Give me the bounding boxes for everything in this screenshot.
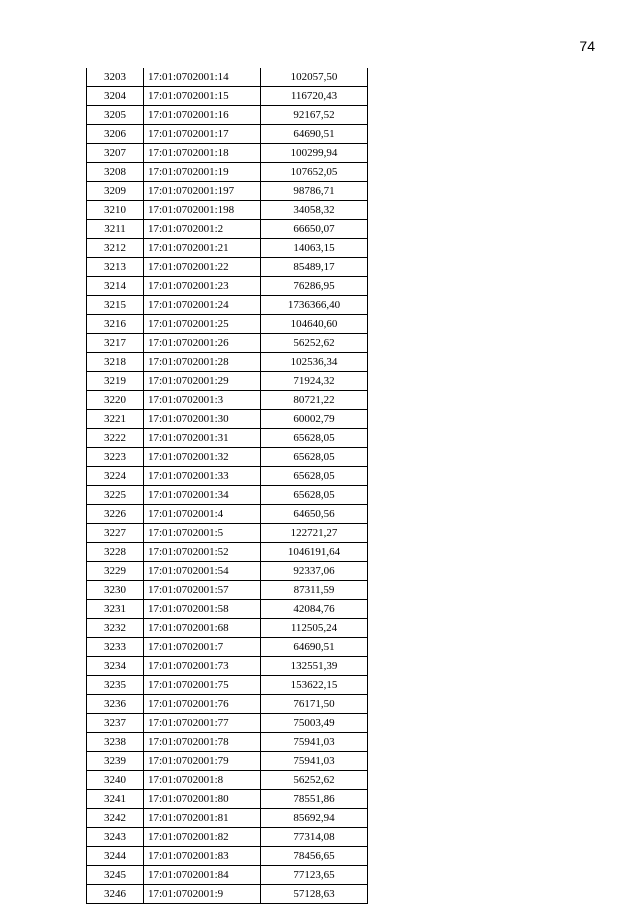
cadastral-number-cell: 17:01:0702001:84 bbox=[144, 866, 261, 885]
row-number-cell: 3212 bbox=[87, 239, 144, 258]
cadastral-value-cell: 75941,03 bbox=[261, 733, 368, 752]
row-number-cell: 3207 bbox=[87, 144, 144, 163]
cadastral-number-cell: 17:01:0702001:16 bbox=[144, 106, 261, 125]
row-number-cell: 3211 bbox=[87, 220, 144, 239]
row-number-cell: 3214 bbox=[87, 277, 144, 296]
cadastral-number-cell: 17:01:0702001:9 bbox=[144, 885, 261, 904]
table-row bbox=[87, 619, 368, 638]
cadastral-value-cell: 122721,27 bbox=[261, 524, 368, 543]
cadastral-value-cell: 107652,05 bbox=[261, 163, 368, 182]
cadastral-value-cell: 85692,94 bbox=[261, 809, 368, 828]
table-row bbox=[87, 543, 368, 562]
row-number-cell: 3237 bbox=[87, 714, 144, 733]
table-row bbox=[87, 638, 368, 657]
table-row bbox=[87, 239, 368, 258]
cadastral-number-cell: 17:01:0702001:23 bbox=[144, 277, 261, 296]
cadastral-value-cell: 80721,22 bbox=[261, 391, 368, 410]
cadastral-number-cell: 17:01:0702001:31 bbox=[144, 429, 261, 448]
cadastral-value-cell: 75003,49 bbox=[261, 714, 368, 733]
row-number-cell: 3210 bbox=[87, 201, 144, 220]
table-row bbox=[87, 144, 368, 163]
row-number-cell: 3221 bbox=[87, 410, 144, 429]
cadastral-number-cell: 17:01:0702001:73 bbox=[144, 657, 261, 676]
cadastral-value-cell: 77123,65 bbox=[261, 866, 368, 885]
row-number-cell: 3235 bbox=[87, 676, 144, 695]
row-number-cell: 3245 bbox=[87, 866, 144, 885]
cadastral-value-cell: 153622,15 bbox=[261, 676, 368, 695]
cadastral-value-cell: 100299,94 bbox=[261, 144, 368, 163]
cadastral-number-cell: 17:01:0702001:82 bbox=[144, 828, 261, 847]
row-number-cell: 3234 bbox=[87, 657, 144, 676]
cadastral-number-cell: 17:01:0702001:77 bbox=[144, 714, 261, 733]
cadastral-value-cell: 56252,62 bbox=[261, 334, 368, 353]
row-number-cell: 3224 bbox=[87, 467, 144, 486]
cadastral-number-cell: 17:01:0702001:24 bbox=[144, 296, 261, 315]
table-row bbox=[87, 448, 368, 467]
table-row bbox=[87, 182, 368, 201]
row-number-cell: 3209 bbox=[87, 182, 144, 201]
cadastral-value-cell: 57128,63 bbox=[261, 885, 368, 904]
cadastral-value-cell: 66650,07 bbox=[261, 220, 368, 239]
cadastral-value-cell: 77314,08 bbox=[261, 828, 368, 847]
row-number-cell: 3222 bbox=[87, 429, 144, 448]
cadastral-value-cell: 76286,95 bbox=[261, 277, 368, 296]
cadastral-value-cell: 104640,60 bbox=[261, 315, 368, 334]
row-number-cell: 3226 bbox=[87, 505, 144, 524]
page-number: 74 bbox=[579, 38, 595, 54]
row-number-cell: 3205 bbox=[87, 106, 144, 125]
cadastral-value-cell: 60002,79 bbox=[261, 410, 368, 429]
cadastral-number-cell: 17:01:0702001:68 bbox=[144, 619, 261, 638]
table-row bbox=[87, 372, 368, 391]
cadastral-value-cell: 75941,03 bbox=[261, 752, 368, 771]
table-row bbox=[87, 353, 368, 372]
row-number-cell: 3206 bbox=[87, 125, 144, 144]
row-number-cell: 3239 bbox=[87, 752, 144, 771]
row-number-cell: 3213 bbox=[87, 258, 144, 277]
cadastral-value-cell: 87311,59 bbox=[261, 581, 368, 600]
table-row bbox=[87, 714, 368, 733]
cadastral-value-cell: 65628,05 bbox=[261, 429, 368, 448]
cadastral-number-cell: 17:01:0702001:5 bbox=[144, 524, 261, 543]
table-row bbox=[87, 524, 368, 543]
table-row bbox=[87, 752, 368, 771]
cadastral-number-cell: 17:01:0702001:26 bbox=[144, 334, 261, 353]
table-row bbox=[87, 220, 368, 239]
row-number-cell: 3218 bbox=[87, 353, 144, 372]
row-number-cell: 3217 bbox=[87, 334, 144, 353]
cadastral-value-cell: 92337,06 bbox=[261, 562, 368, 581]
cadastral-number-cell: 17:01:0702001:75 bbox=[144, 676, 261, 695]
row-number-cell: 3215 bbox=[87, 296, 144, 315]
row-number-cell: 3233 bbox=[87, 638, 144, 657]
row-number-cell: 3240 bbox=[87, 771, 144, 790]
table-row bbox=[87, 657, 368, 676]
table-row bbox=[87, 562, 368, 581]
cadastral-value-cell: 116720,43 bbox=[261, 87, 368, 106]
cadastral-number-cell: 17:01:0702001:2 bbox=[144, 220, 261, 239]
cadastral-number-cell: 17:01:0702001:3 bbox=[144, 391, 261, 410]
row-number-cell: 3243 bbox=[87, 828, 144, 847]
row-number-cell: 3230 bbox=[87, 581, 144, 600]
cadastral-number-cell: 17:01:0702001:33 bbox=[144, 467, 261, 486]
row-number-cell: 3246 bbox=[87, 885, 144, 904]
row-number-cell: 3203 bbox=[87, 68, 144, 87]
cadastral-value-cell: 71924,32 bbox=[261, 372, 368, 391]
cadastral-value-cell: 42084,76 bbox=[261, 600, 368, 619]
cadastral-value-cell: 1736366,40 bbox=[261, 296, 368, 315]
cadastral-number-cell: 17:01:0702001:54 bbox=[144, 562, 261, 581]
row-number-cell: 3242 bbox=[87, 809, 144, 828]
cadastral-value-cell: 64650,56 bbox=[261, 505, 368, 524]
cadastral-number-cell: 17:01:0702001:17 bbox=[144, 125, 261, 144]
cadastral-number-cell: 17:01:0702001:58 bbox=[144, 600, 261, 619]
cadastral-number-cell: 17:01:0702001:32 bbox=[144, 448, 261, 467]
cadastral-number-cell: 17:01:0702001:28 bbox=[144, 353, 261, 372]
table-row bbox=[87, 600, 368, 619]
row-number-cell: 3227 bbox=[87, 524, 144, 543]
row-number-cell: 3204 bbox=[87, 87, 144, 106]
cadastral-number-cell: 17:01:0702001:197 bbox=[144, 182, 261, 201]
table-row bbox=[87, 277, 368, 296]
table-row bbox=[87, 828, 368, 847]
table-row bbox=[87, 334, 368, 353]
table-row bbox=[87, 771, 368, 790]
cadastral-number-cell: 17:01:0702001:25 bbox=[144, 315, 261, 334]
table-row bbox=[87, 676, 368, 695]
cadastral-number-cell: 17:01:0702001:18 bbox=[144, 144, 261, 163]
cadastral-number-cell: 17:01:0702001:4 bbox=[144, 505, 261, 524]
cadastral-value-cell: 85489,17 bbox=[261, 258, 368, 277]
cadastral-number-cell: 17:01:0702001:15 bbox=[144, 87, 261, 106]
cadastral-value-cell: 64690,51 bbox=[261, 125, 368, 144]
cadastral-number-cell: 17:01:0702001:14 bbox=[144, 68, 261, 87]
table-row bbox=[87, 467, 368, 486]
cadastral-value-table bbox=[86, 68, 368, 904]
table-row bbox=[87, 695, 368, 714]
cadastral-value-cell: 14063,15 bbox=[261, 239, 368, 258]
cadastral-number-cell: 17:01:0702001:34 bbox=[144, 486, 261, 505]
cadastral-value-cell: 98786,71 bbox=[261, 182, 368, 201]
cadastral-value-cell: 92167,52 bbox=[261, 106, 368, 125]
cadastral-value-cell: 78551,86 bbox=[261, 790, 368, 809]
cadastral-value-cell: 65628,05 bbox=[261, 486, 368, 505]
row-number-cell: 3223 bbox=[87, 448, 144, 467]
cadastral-number-cell: 17:01:0702001:21 bbox=[144, 239, 261, 258]
cadastral-value-cell: 78456,65 bbox=[261, 847, 368, 866]
cadastral-number-cell: 17:01:0702001:76 bbox=[144, 695, 261, 714]
table-body bbox=[87, 68, 368, 904]
cadastral-value-cell: 102536,34 bbox=[261, 353, 368, 372]
row-number-cell: 3238 bbox=[87, 733, 144, 752]
cadastral-value-cell: 56252,62 bbox=[261, 771, 368, 790]
table-row bbox=[87, 809, 368, 828]
table-row bbox=[87, 106, 368, 125]
row-number-cell: 3228 bbox=[87, 543, 144, 562]
cadastral-value-cell: 65628,05 bbox=[261, 448, 368, 467]
row-number-cell: 3244 bbox=[87, 847, 144, 866]
table-row bbox=[87, 733, 368, 752]
table-row bbox=[87, 125, 368, 144]
row-number-cell: 3241 bbox=[87, 790, 144, 809]
table-row bbox=[87, 505, 368, 524]
table-row bbox=[87, 581, 368, 600]
cadastral-number-cell: 17:01:0702001:57 bbox=[144, 581, 261, 600]
cadastral-number-cell: 17:01:0702001:83 bbox=[144, 847, 261, 866]
row-number-cell: 3225 bbox=[87, 486, 144, 505]
table-row bbox=[87, 315, 368, 334]
table-row bbox=[87, 391, 368, 410]
cadastral-value-cell: 76171,50 bbox=[261, 695, 368, 714]
cadastral-number-cell: 17:01:0702001:22 bbox=[144, 258, 261, 277]
cadastral-number-cell: 17:01:0702001:52 bbox=[144, 543, 261, 562]
cadastral-number-cell: 17:01:0702001:79 bbox=[144, 752, 261, 771]
cadastral-value-cell: 112505,24 bbox=[261, 619, 368, 638]
cadastral-value-cell: 64690,51 bbox=[261, 638, 368, 657]
cadastral-number-cell: 17:01:0702001:19 bbox=[144, 163, 261, 182]
table-row bbox=[87, 790, 368, 809]
cadastral-number-cell: 17:01:0702001:78 bbox=[144, 733, 261, 752]
table-row bbox=[87, 486, 368, 505]
row-number-cell: 3231 bbox=[87, 600, 144, 619]
cadastral-number-cell: 17:01:0702001:29 bbox=[144, 372, 261, 391]
table-row bbox=[87, 410, 368, 429]
cadastral-number-cell: 17:01:0702001:80 bbox=[144, 790, 261, 809]
row-number-cell: 3208 bbox=[87, 163, 144, 182]
cadastral-number-cell: 17:01:0702001:81 bbox=[144, 809, 261, 828]
table-row bbox=[87, 258, 368, 277]
cadastral-number-cell: 17:01:0702001:30 bbox=[144, 410, 261, 429]
table-row bbox=[87, 68, 368, 87]
table-row bbox=[87, 163, 368, 182]
row-number-cell: 3229 bbox=[87, 562, 144, 581]
table-row bbox=[87, 866, 368, 885]
table-row bbox=[87, 847, 368, 866]
cadastral-value-cell: 34058,32 bbox=[261, 201, 368, 220]
cadastral-value-cell: 1046191,64 bbox=[261, 543, 368, 562]
table-row bbox=[87, 885, 368, 904]
table-row bbox=[87, 429, 368, 448]
cadastral-value-cell: 65628,05 bbox=[261, 467, 368, 486]
cadastral-number-cell: 17:01:0702001:198 bbox=[144, 201, 261, 220]
table-row bbox=[87, 296, 368, 315]
cadastral-number-cell: 17:01:0702001:7 bbox=[144, 638, 261, 657]
cadastral-number-cell: 17:01:0702001:8 bbox=[144, 771, 261, 790]
row-number-cell: 3220 bbox=[87, 391, 144, 410]
table-row bbox=[87, 201, 368, 220]
row-number-cell: 3219 bbox=[87, 372, 144, 391]
table-row bbox=[87, 87, 368, 106]
row-number-cell: 3216 bbox=[87, 315, 144, 334]
cadastral-value-cell: 132551,39 bbox=[261, 657, 368, 676]
row-number-cell: 3232 bbox=[87, 619, 144, 638]
cadastral-value-cell: 102057,50 bbox=[261, 68, 368, 87]
row-number-cell: 3236 bbox=[87, 695, 144, 714]
